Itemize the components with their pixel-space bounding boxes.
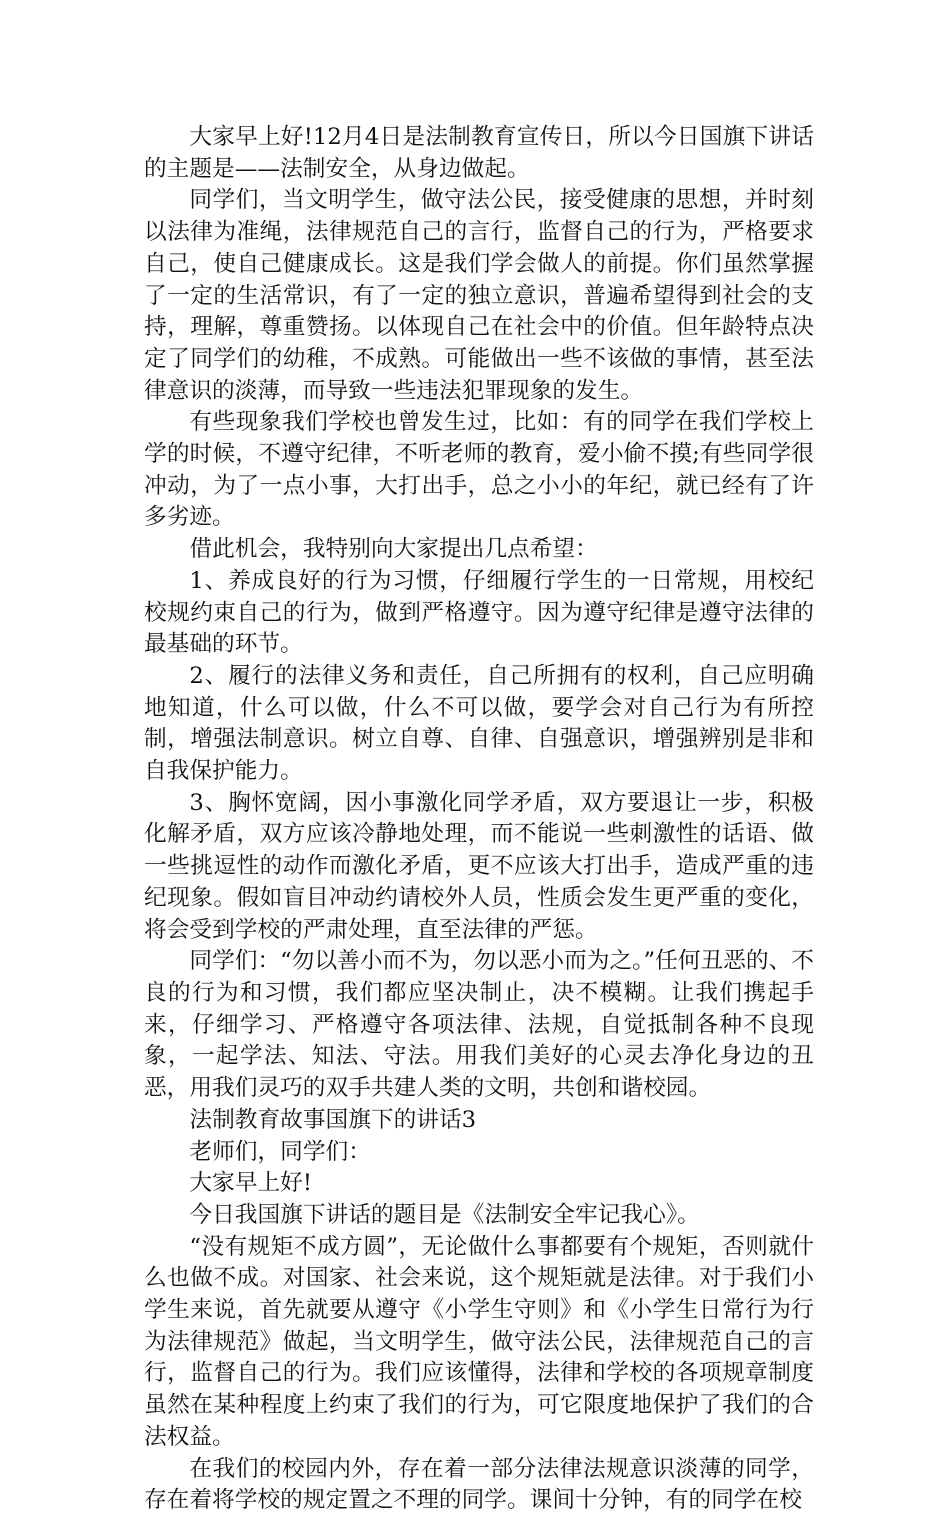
paragraph: 1、养成良好的行为习惯，仔细履行学生的一日常规，用校纪校规约束自己的行为，做到严格遵守。因为遵守纪律是遵守法律的最基础的环节。 bbox=[144, 567, 814, 658]
paragraph: 3、胸怀宽阔，因小事激化同学矛盾，双方要退让一步，积极化解矛盾，双方应该冷静地处理，而不能说一些刺激性的话语、做一些挑逗性的动作而激化矛盾，更不应该大打出手，造成严重的违纪现象。假如盲目冲动约请校外人员，性质会发生更严重的变化，将会受到学校的严肃处理，直至法律的严惩。 bbox=[144, 789, 814, 943]
section-title: 法制教育故事国旗下的讲话3 bbox=[189, 1106, 477, 1133]
paragraph: 同学们：“勿以善小而不为，勿以恶小而为之。”任何丑恶的、不良的行为和习惯，我们都应坚决制止，决不模糊。让我们携起手来，仔细学习、严格遵守各项法律、法规，自觉抵制各种不良现象，一起学法、知法、守法。用我们美好的心灵去净化身边的丑恶，用我们灵巧的双手共建人类的文明，共创和谐校园。 bbox=[144, 948, 814, 1102]
salutation: 老师们，同学们： bbox=[189, 1138, 371, 1165]
paragraph: 2、履行的法律义务和责任，自己所拥有的权利，自己应明确地知道，什么可以做，什么不可以做，要学会对自己行为有所控制，增强法制意识。树立自尊、自律、自强意识，增强辨别是非和自我保护能力。 bbox=[144, 662, 814, 785]
paragraph: “没有规矩不成方圆”，无论做什么事都要有个规矩，否则就什么也做不成。对国家、社会来说，这个规矩就是法律。对于我们小学生来说，首先就要从遵守《小学生守则》和《小学生日常行为行为法律规范》做起，当文明学生，做守法公民，法律规范自己的言行，监督自己的行为。我们应该懂得，法律和学校的各项规章制度虽然在某种程度上约束了我们的行为，可它限度地保护了我们的合法权益。 bbox=[144, 1233, 814, 1450]
paragraph: 在我们的校园内外，存在着一部分法律法规意识淡薄的同学，存在着将学校的规定置之不理的同学。课间十分钟，有的同学在校 bbox=[144, 1455, 814, 1514]
document-body bbox=[144, 122, 814, 1517]
paragraph: 有些现象我们学校也曾发生过，比如：有的同学在我们学校上学的时候，不遵守纪律，不听老师的教育，爱小偷不摸;有些同学很冲动，为了一点小事，大打出手，总之小小的年纪，就已经有了许多劣迹。 bbox=[144, 409, 814, 531]
paragraph: 大家早上好!12月4日是法制教育宣传日，所以今日国旗下讲话的主题是——法制安全，从身边做起。 bbox=[144, 124, 814, 182]
paragraph: 同学们，当文明学生，做守法公民，接受健康的思想，并时刻以法律为准绳，法律规范自己的言行，监督自己的行为，严格要求自己，使自己健康成长。这是我们学会做人的前提。你们虽然掌握了一定的生活常识，有了一定的独立意识，普遍希望得到社会的支持，理解，尊重赞扬。以体现自己在社会中的价值。但年龄特点决定了同学们的幼稚，不成熟。可能做出一些不该做的事情，甚至法律意识的淡薄，而导致一些违法犯罪现象的发生。 bbox=[144, 187, 814, 404]
greeting: 大家早上好! bbox=[189, 1170, 312, 1197]
paragraph: 今日我国旗下讲话的题目是《法制安全牢记我心》。 bbox=[189, 1201, 700, 1228]
paragraph: 借此机会，我特别向大家提出几点希望： bbox=[189, 536, 598, 563]
